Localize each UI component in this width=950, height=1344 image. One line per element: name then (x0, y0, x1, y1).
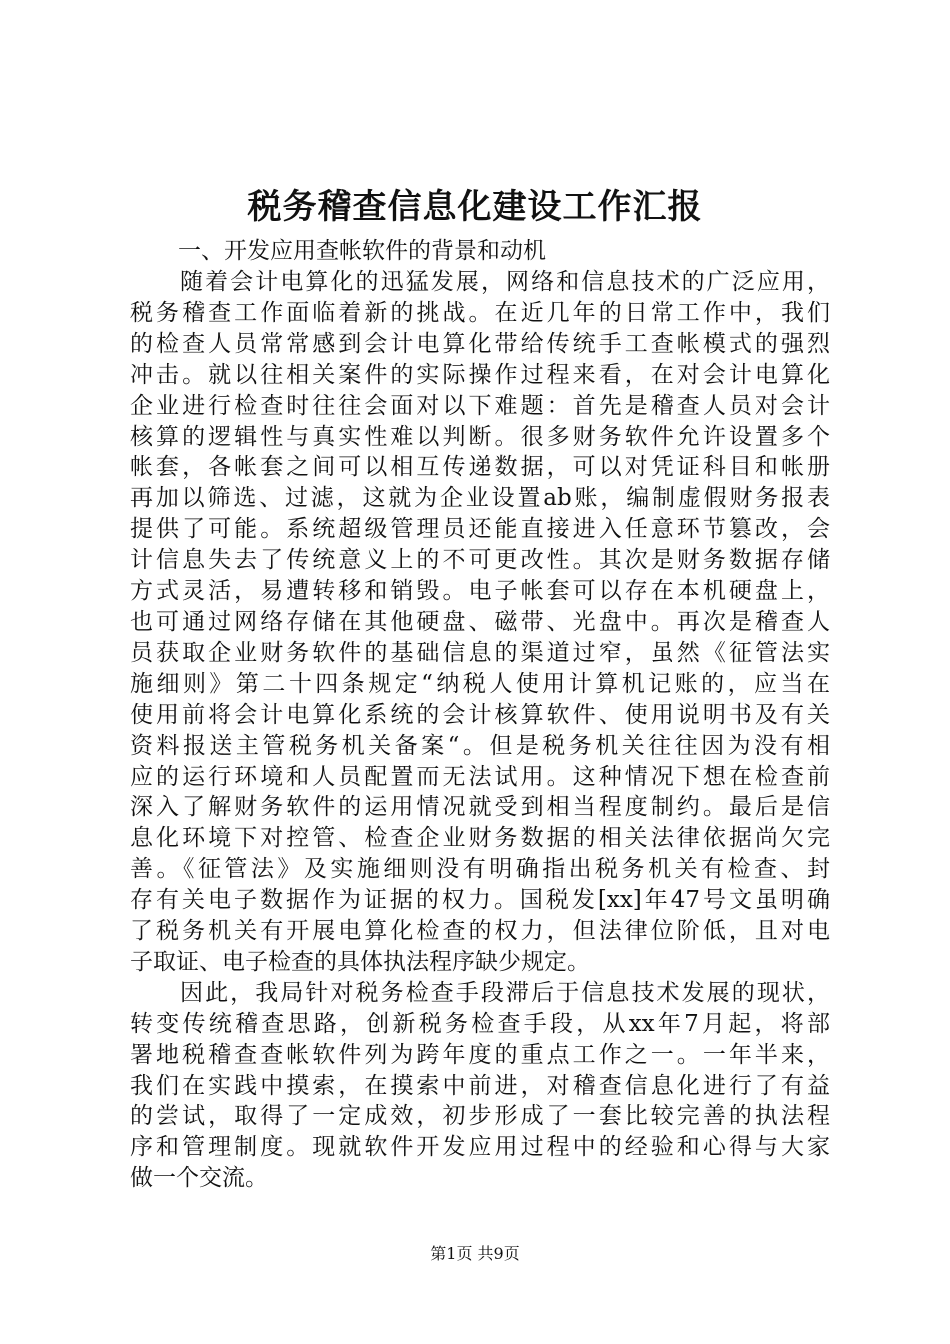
paragraph-line: 的检查人员常常感到会计电算化带给传统手工查帐模式的强烈 (130, 330, 830, 357)
paragraph-line: 随着会计电算化的迅猛发展，网络和信息技术的广泛应用， (180, 269, 830, 295)
paragraph-line: 帐套，各帐套之间可以相互传递数据，可以对凭证科目和帐册 (130, 454, 830, 481)
paragraph-line: 提供了可能。系统超级管理员还能直接进入任意环节篡改，会 (130, 516, 830, 543)
paragraph-line: 了税务机关有开展电算化检查的权力，但法律位阶低，且对电 (130, 918, 830, 945)
paragraph-line: 善。《征管法》及实施细则没有明确指出税务机关有检查、封 (130, 856, 830, 883)
paragraph-line: 转变传统稽查思路，创新税务检查手段，从xx年7月起，将部 (130, 1010, 830, 1037)
paragraph-line: 存有关电子数据作为证据的权力。国税发[xx]年47号文虽明确 (130, 887, 830, 914)
paragraph-line: 使用前将会计电算化系统的会计核算软件、使用说明书及有关 (130, 701, 830, 728)
paragraph-line: 深入了解财务软件的运用情况就受到相当程度制约。最后是信 (130, 794, 830, 821)
paragraph-line: 计信息失去了传统意义上的不可更改性。其次是财务数据存储 (130, 547, 830, 574)
paragraph-line: 税务稽查工作面临着新的挑战。在近几年的日常工作中，我们 (130, 299, 830, 326)
paragraph-line: 资料报送主管税务机关备案“。但是税务机关往往因为没有相 (130, 732, 830, 759)
paragraph-line: 冲击。就以往相关案件的实际操作过程来看，在对会计电算化 (130, 361, 830, 388)
paragraph-line: 施细则》第二十四条规定“纳税人使用计算机记账的，应当在 (130, 670, 830, 697)
paragraph-response (130, 978, 830, 1194)
document-body (130, 236, 830, 1194)
paragraph-line: 子取证、电子检查的具体执法程序缺少规定。 (130, 948, 590, 975)
paragraph-line: 息化环境下对控管、检查企业财务数据的相关法律依据尚欠完 (130, 825, 830, 852)
section-heading: 一、开发应用查帐软件的背景和动机 (178, 238, 546, 264)
document-title: 税务稽查信息化建设工作汇报 (247, 187, 703, 227)
paragraph-background (130, 267, 830, 978)
paragraph-line: 我们在实践中摸索，在摸索中前进，对稽查信息化进行了有益 (130, 1072, 830, 1099)
paragraph-line: 序和管理制度。现就软件开发应用过程中的经验和心得与大家 (130, 1134, 830, 1161)
paragraph-line: 员获取企业财务软件的基础信息的渠道过窄，虽然《征管法实 (130, 639, 830, 666)
paragraph-line: 也可通过网络存储在其他硬盘、磁带、光盘中。再次是稽查人 (130, 608, 830, 635)
paragraph-line: 做一个交流。 (130, 1165, 268, 1192)
paragraph-line: 方式灵活，易遭转移和销毁。电子帐套可以存在本机硬盘上， (130, 578, 830, 605)
paragraph-line: 应的运行环境和人员配置而无法试用。这种情况下想在检查前 (130, 763, 830, 790)
paragraph-line: 企业进行检查时往往会面对以下难题：首先是稽查人员对会计 (130, 392, 830, 419)
paragraph-line: 的尝试，取得了一定成效，初步形成了一套比较完善的执法程 (130, 1103, 830, 1130)
page-number: 第1页 共9页 (430, 1244, 520, 1263)
paragraph-line: 核算的逻辑性与真实性难以判断。很多财务软件允许设置多个 (130, 423, 830, 450)
paragraph-line: 因此，我局针对税务检查手段滞后于信息技术发展的现状， (180, 979, 830, 1006)
paragraph-line: 署地税稽查查帐软件列为跨年度的重点工作之一。一年半来， (130, 1041, 830, 1068)
paragraph-line: 再加以筛选、过滤，这就为企业设置ab账，编制虚假财务报表 (130, 485, 830, 512)
